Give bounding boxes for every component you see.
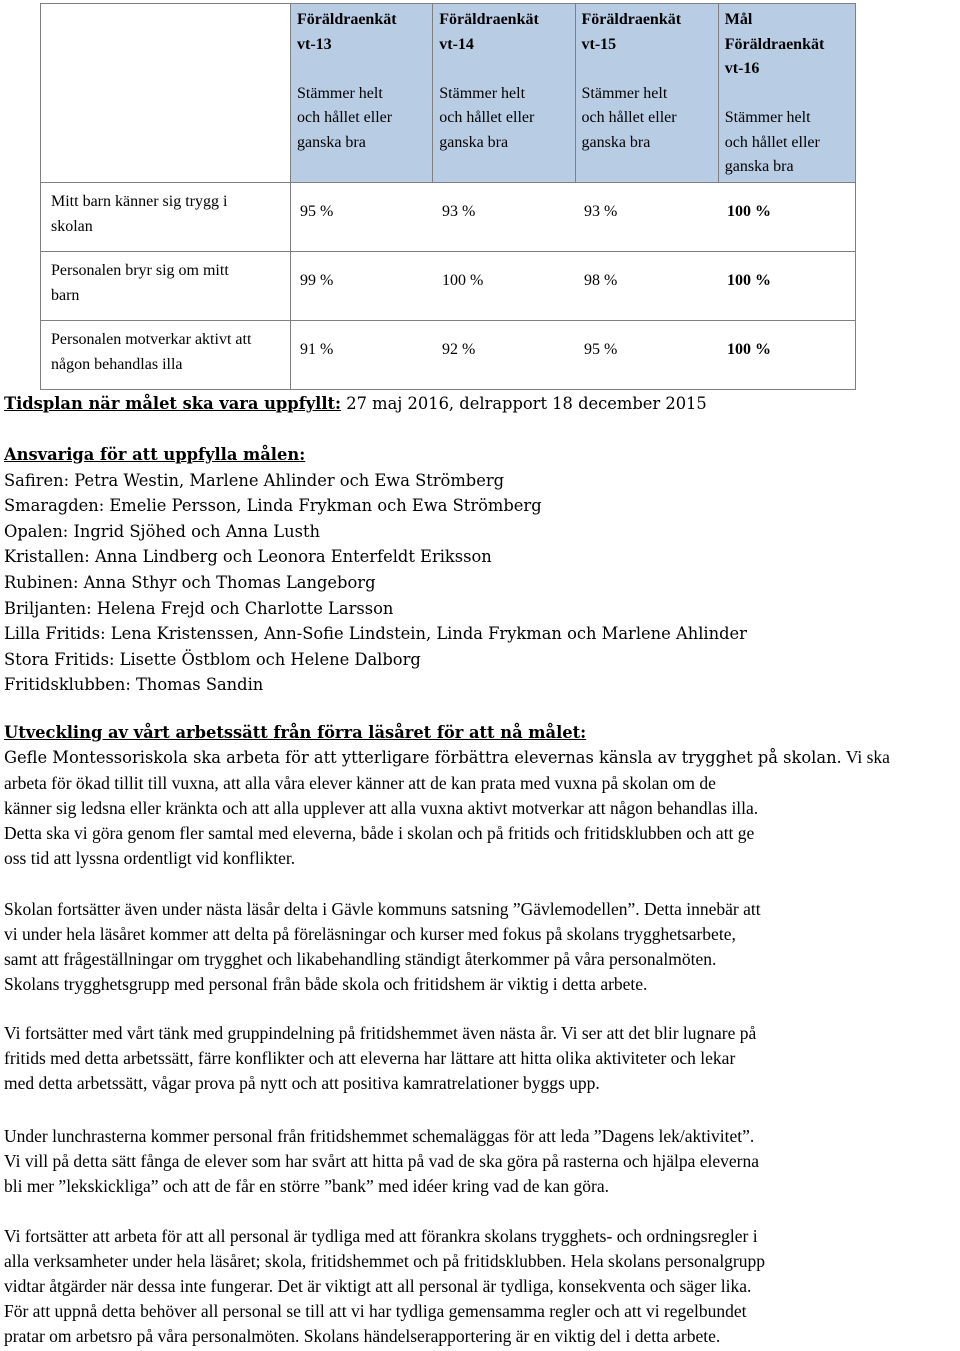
timeline-text: 27 maj 2016, delrapport 18 december 2015: [341, 394, 707, 413]
responsible-line: Fritidsklubben: Thomas Sandin: [4, 675, 264, 695]
row-label: Personalen motverkar aktivt att någon behandlas illa: [41, 321, 291, 390]
timeline-section: [4, 391, 956, 417]
responsible-heading: Ansvariga för att uppfylla målen:: [4, 445, 306, 464]
table-header-cell: Föräldraenkät vt-13 Stämmer helt och hållet eller ganska bra: [291, 4, 433, 183]
development-paragraph-1: Gefle Montessoriskola ska arbeta för att ytterligare förbättra elevernas känsla av trygghet på skolan. Vi ska arbeta för ökad tillit till vuxna, att alla våra elever känner att de kan prata med vuxna på skolan om de känner sig ledsna eller kränkta och att alla upplever att alla vuxna aktivt motverkar att någon behandlas illa. Detta ska vi göra genom fler samtal med eleverna, både i skolan och på fritids och fritidsklubben och att ge oss tid att lyssna ordentligt vid konflikter.: [4, 747, 890, 868]
development-paragraph-4: Under lunchrasterna kommer personal från fritidshemmet schemaläggas för att leda ”Dagens lek/aktivitet”. Vi vill på detta sätt fånga de elever som har svårt att hitta på vad de ska göra på rasterna och hjälpa eleverna bli mer ”lekskickliga” och att de får en större ”bank” med idéer kring vad de kan göra.: [4, 1126, 760, 1196]
value-cell: 95 %: [584, 341, 618, 358]
development-paragraph-5: Vi fortsätter att arbeta för att all personal är tydliga med att förankra skolans trygghets- och ordningsregler i alla verksamheter under hela läsåret; skola, fritidshemmet och på fritidsklubben. Hela skolans personalgrupp vidtar åtgärder när dessa inte fungerar. Det är viktigt att all personal är tydliga, konsekventa och säger lika. För att uppnå detta behöver all personal se till att vi har tydliga gemensamma regler och att vi regelbundet pratar om arbetsro på våra personalmöten. Skolans händelserapportering är en viktig del i detta arbete.: [4, 1226, 766, 1346]
development-heading-block: [4, 720, 956, 746]
value-cell: 93 %: [442, 203, 476, 220]
value-cell: 100 %: [442, 272, 484, 289]
table-row: [41, 321, 856, 390]
responsible-line: Lilla Fritids: Lena Kristenssen, Ann-Sofie Lindstein, Linda Frykman och Marlene Ahlinder: [4, 624, 747, 644]
development-paragraph-3: Vi fortsätter med vårt tänk med gruppindelning på fritidshemmet även nästa år. Vi ser att det blir lugnare på fritids med detta arbetssätt, färre konflikter och att eleverna har lättare att hitta olika aktiviteter och lekar med detta arbetssätt, vågar prova på nytt och att positiva kamratrelationer byggs upp.: [4, 1023, 757, 1093]
responsible-section: [4, 442, 956, 698]
goal-value-cell: 100 %: [727, 272, 771, 289]
value-cell: 92 %: [442, 341, 476, 358]
value-cell: 91 %: [300, 341, 334, 358]
row-values: [291, 252, 856, 321]
table-row: [41, 183, 856, 252]
development-paragraph-2: Skolan fortsätter även under nästa läsår delta i Gävle kommuns satsning ”Gävlemodellen”. Detta innebär att vi under hela läsåret kommer att delta på föreläsningar och kurser med fokus på skolans trygghetsarbete, samt att frågeställningar om trygghet och likabehandling ständigt återkommer på våra personalmöten. Skolans trygghetsgrupp med personal från både skola och fritidshem är viktig i detta arbete.: [4, 899, 761, 994]
table-header-cell: Föräldraenkät vt-15 Stämmer helt och hållet eller ganska bra: [575, 4, 718, 183]
table-header-cell-goal: Mål Föräldraenkät vt-16 Stämmer helt och hållet eller ganska bra: [718, 4, 855, 183]
responsible-line: Safiren: Petra Westin, Marlene Ahlinder och Ewa Strömberg: [4, 470, 505, 490]
timeline-heading: Tidsplan när målet ska vara uppfyllt:: [4, 394, 342, 413]
value-cell: 93 %: [584, 203, 618, 220]
responsible-line: Opalen: Ingrid Sjöhed och Anna Lusth: [4, 521, 320, 541]
row-values: [291, 183, 856, 252]
table-header-cell: Föräldraenkät vt-14 Stämmer helt och hållet eller ganska bra: [433, 4, 575, 183]
table-corner-cell: [41, 4, 291, 183]
value-cell: 98 %: [584, 272, 618, 289]
responsible-line: Briljanten: Helena Frejd och Charlotte Larsson: [4, 598, 394, 618]
table-header-row: [41, 4, 856, 183]
responsible-line: Rubinen: Anna Sthyr och Thomas Langeborg: [4, 572, 376, 592]
responsible-line: Smaragden: Emelie Persson, Linda Frykman och Ewa Strömberg: [4, 496, 542, 516]
row-values: [291, 321, 856, 390]
value-cell: 99 %: [300, 272, 334, 289]
responsible-line: Kristallen: Anna Lindberg och Leonora Enterfeldt Eriksson: [4, 547, 492, 567]
row-label: Mitt barn känner sig trygg i skolan: [41, 183, 291, 252]
goal-value-cell: 100 %: [727, 203, 771, 220]
survey-results-table: [40, 3, 856, 390]
value-cell: 95 %: [300, 203, 334, 220]
goal-value-cell: 100 %: [727, 341, 771, 358]
row-label: Personalen bryr sig om mitt barn: [41, 252, 291, 321]
responsible-line: Stora Fritids: Lisette Östblom och Helene Dalborg: [4, 649, 421, 669]
table-row: [41, 252, 856, 321]
development-heading: Utveckling av vårt arbetssätt från förra läsåret för att nå målet:: [4, 723, 587, 742]
